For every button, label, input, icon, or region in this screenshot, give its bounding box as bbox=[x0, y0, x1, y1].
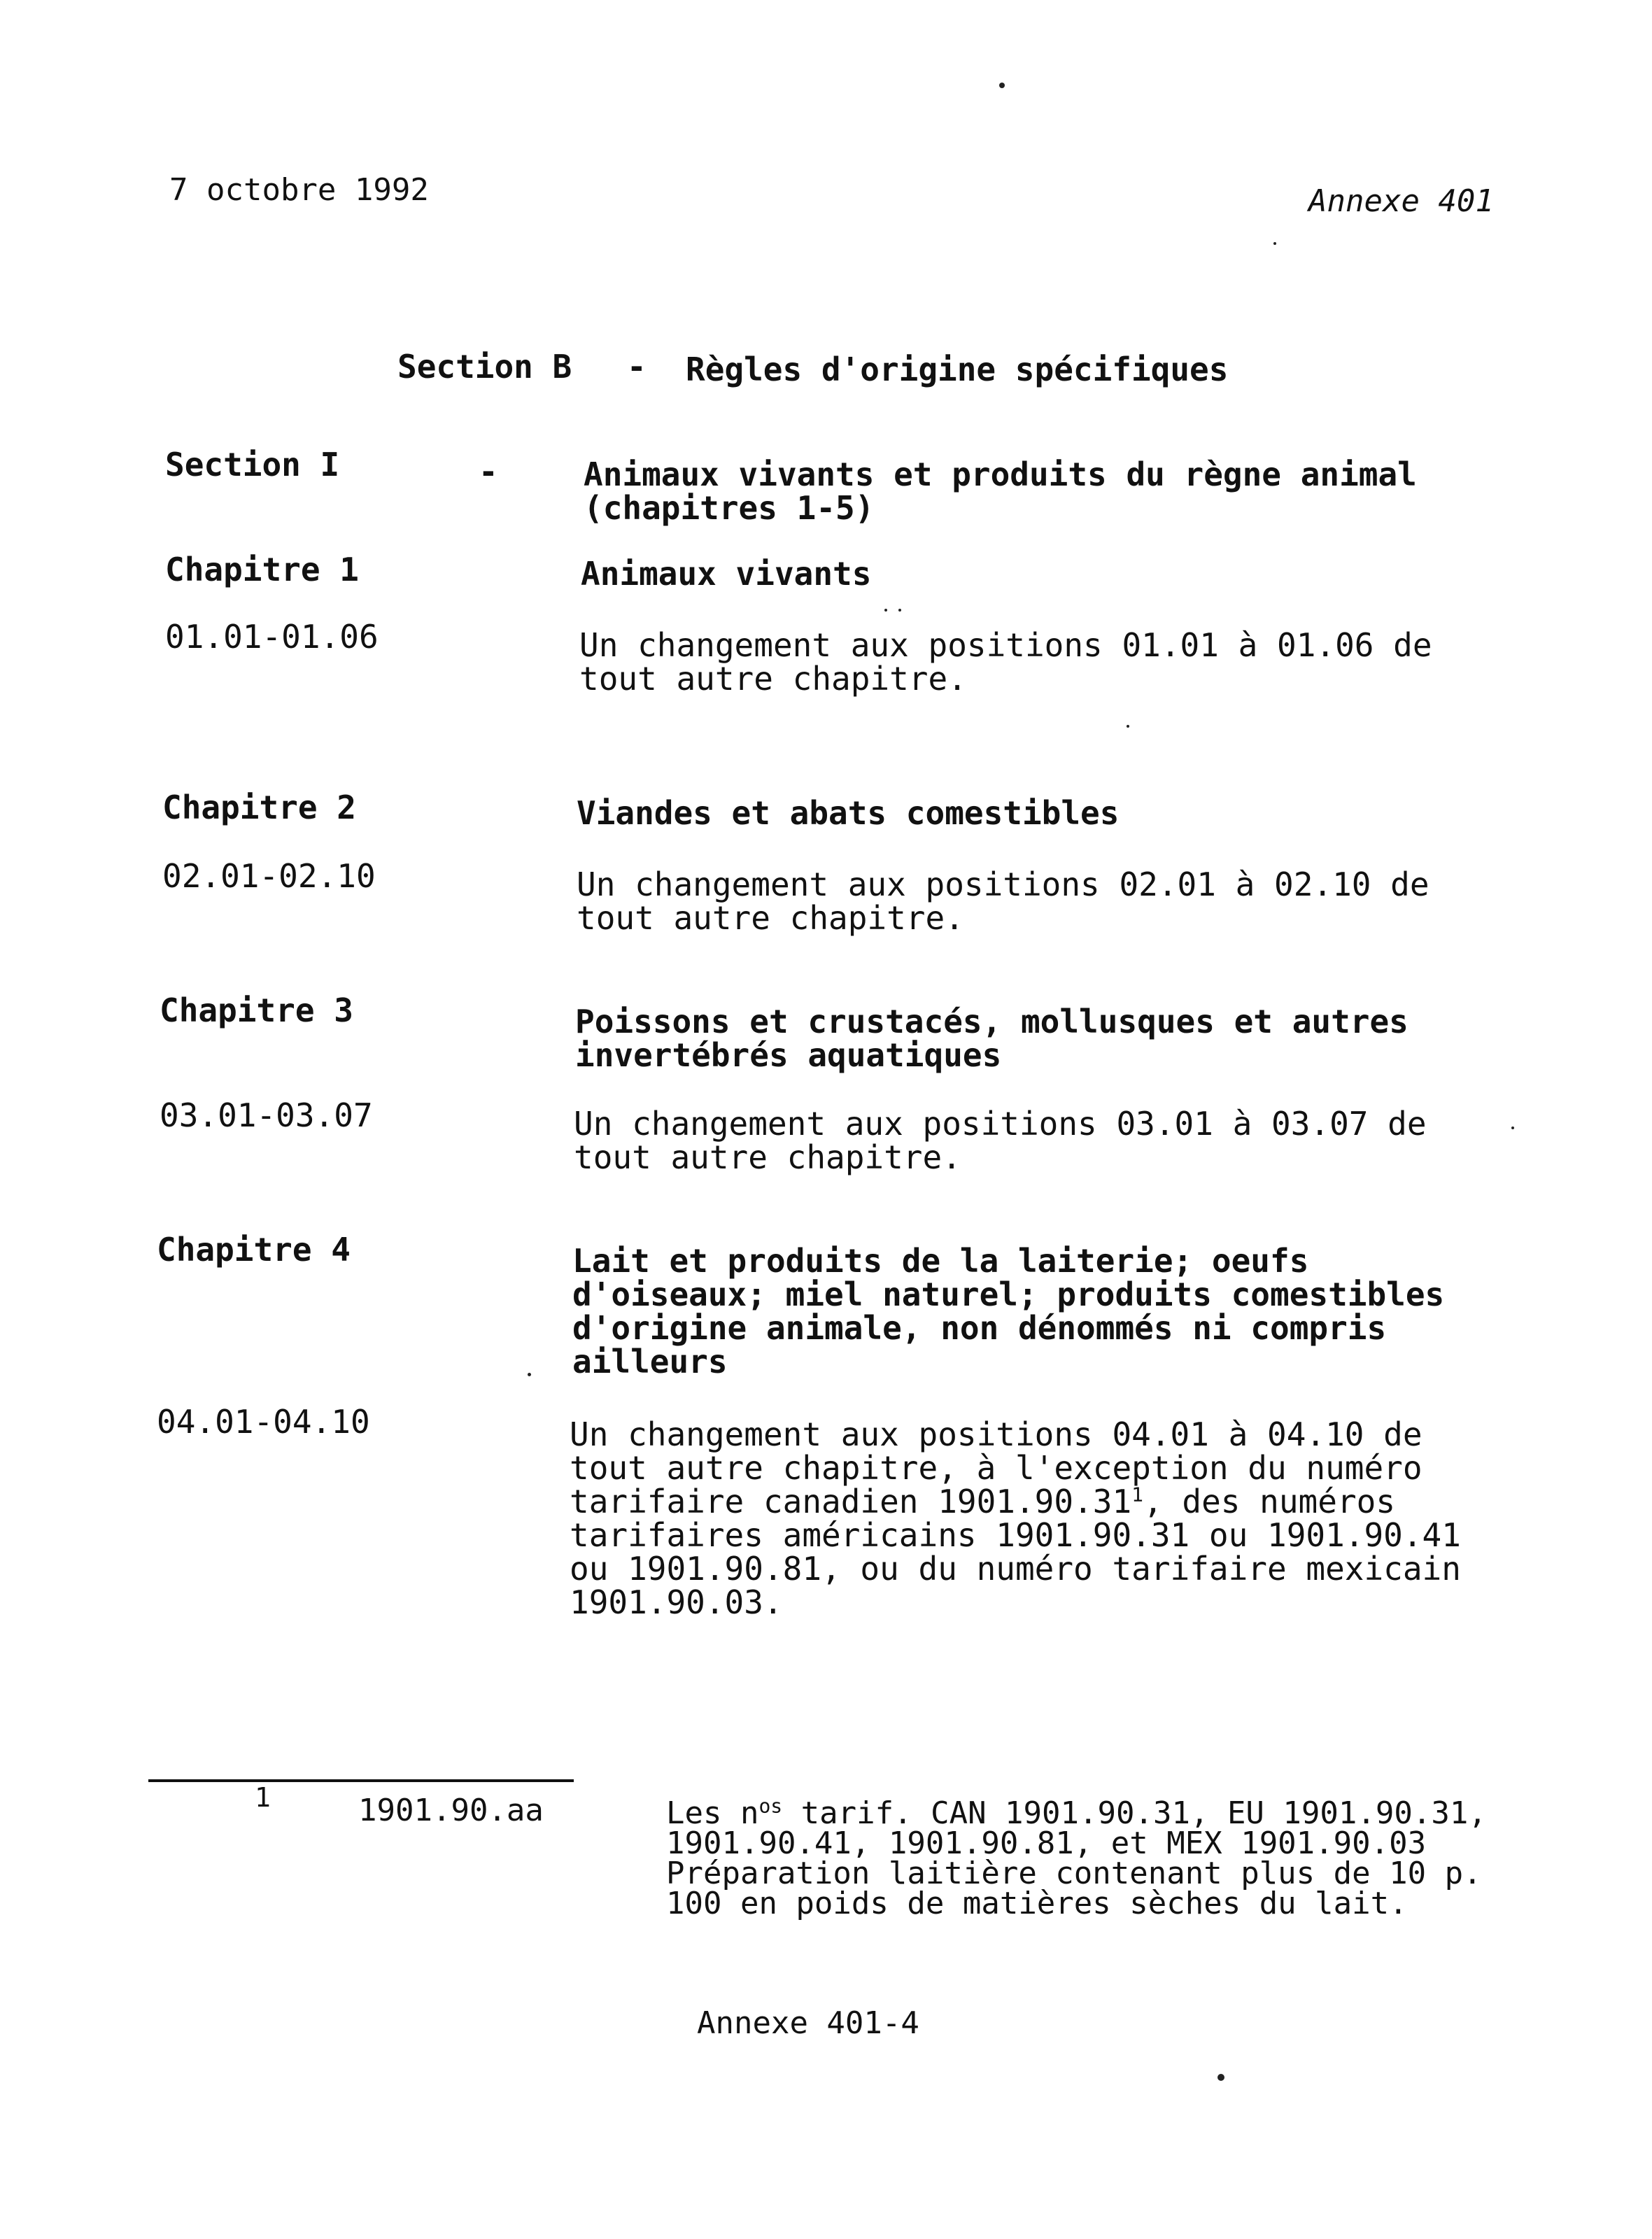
footnote-text-rest: tarif. CAN 1901.90.31, EU 1901.90.31, 1901.90.41, 1901.90.81, et MEX 1901.90.03 Préparation laitière contenant plus de 10 p. 100 en poids de matières sèches du lait. bbox=[666, 1795, 1487, 1921]
scan-speck bbox=[1273, 242, 1276, 245]
footnote-text-prefix: Les n bbox=[666, 1795, 759, 1831]
section-i-label: Section I bbox=[165, 446, 340, 483]
chapter-3-title: Poissons et crustacés, mollusques et autres invertébrés aquatiques bbox=[575, 1003, 1409, 1074]
footnote-code: 1901.90.aa bbox=[358, 1793, 544, 1828]
chapter-4-label: Chapitre 4 bbox=[157, 1231, 351, 1269]
chapter-1-label: Chapitre 1 bbox=[165, 551, 359, 588]
chapter-2-title: Viandes et abats comestibles bbox=[577, 794, 1120, 832]
chapter-3-rule: Un changement aux positions 03.01 à 03.07 de tout autre chapitre. bbox=[574, 1105, 1427, 1176]
chapter-1-code: 01.01-01.06 bbox=[165, 618, 379, 656]
chapter-4-code: 04.01-04.10 bbox=[157, 1403, 370, 1441]
chapter-4-rule-part2: , des numéros tarifaires américains 1901.90.31 ou 1901.90.41 ou 1901.90.81, ou du numéro tarifaire mexicain 1901.90.03. bbox=[570, 1483, 1461, 1621]
section-b-label: Section B bbox=[397, 348, 572, 386]
annex-label: Annexe 401 bbox=[1308, 183, 1494, 219]
title-dash: - bbox=[627, 348, 647, 386]
chapter-1-title: Animaux vivants bbox=[581, 555, 872, 593]
chapter-4-rule bbox=[570, 1415, 1493, 1621]
scan-speck bbox=[898, 609, 901, 612]
chapter-3-code: 03.01-03.07 bbox=[160, 1096, 373, 1134]
scan-speck bbox=[528, 1373, 531, 1376]
page-title: Règles d'origine spécifiques bbox=[686, 351, 1229, 388]
chapter-4-rule-part1: Un changement aux positions 04.01 à 04.10 de tout autre chapitre, à l'exception du numéro tarifaire canadien 1901.90.31 bbox=[570, 1415, 1422, 1520]
section-i-dash: - bbox=[479, 453, 498, 490]
chapter-2-code: 02.01-02.10 bbox=[162, 857, 376, 895]
page-number: Annexe 401-4 bbox=[697, 2005, 919, 2041]
scan-speck bbox=[999, 83, 1005, 88]
section-i-description: Animaux vivants et produits du règne animal (chapitres 1-5) bbox=[584, 455, 1417, 527]
chapter-1-rule: Un changement aux positions 01.01 à 01.06 de tout autre chapitre. bbox=[579, 626, 1432, 698]
scan-speck bbox=[1217, 2074, 1224, 2081]
footnote-text-sup: os bbox=[758, 1794, 783, 1818]
footnote-number: 1 bbox=[255, 1782, 271, 1813]
chapter-2-label: Chapitre 2 bbox=[162, 789, 356, 826]
footnote-ref-1: 1 bbox=[1131, 1483, 1143, 1506]
scan-speck bbox=[1127, 725, 1129, 728]
chapter-2-rule: Un changement aux positions 02.01 à 02.10 de tout autre chapitre. bbox=[577, 866, 1429, 937]
document-date: 7 octobre 1992 bbox=[169, 172, 429, 208]
scan-speck bbox=[1511, 1126, 1514, 1129]
scan-speck bbox=[884, 609, 887, 612]
footnote-separator bbox=[148, 1779, 574, 1782]
chapter-3-label: Chapitre 3 bbox=[160, 991, 353, 1029]
chapter-4-title: Lait et produits de la laiterie; oeufs d'oiseaux; miel naturel; produits comestibles d'origine animale, non dénommés ni compris ailleurs bbox=[572, 1242, 1445, 1380]
footnote-text bbox=[666, 1794, 1513, 1921]
